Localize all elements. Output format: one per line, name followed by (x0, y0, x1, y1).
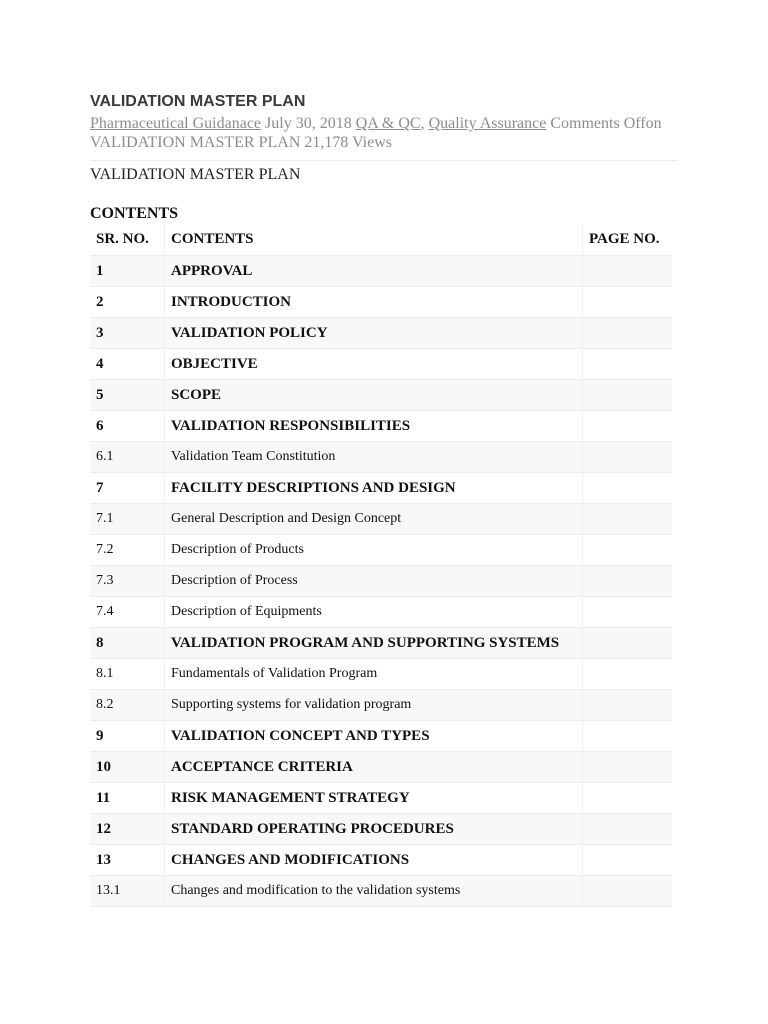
row-contents: Description of Process (165, 566, 583, 597)
table-row (90, 318, 672, 349)
row-page-no (583, 318, 673, 349)
row-page-no (583, 721, 673, 752)
row-sr-no: 7.1 (90, 504, 165, 535)
row-sr-no: 10 (90, 752, 165, 783)
table-row (90, 876, 672, 907)
contents-table (90, 224, 672, 907)
row-sr-no: 13.1 (90, 876, 165, 907)
row-page-no (583, 783, 673, 814)
header-sr-no: SR. NO. (90, 224, 165, 256)
row-page-no (583, 411, 673, 442)
row-contents: FACILITY DESCRIPTIONS AND DESIGN (165, 473, 583, 504)
row-sr-no: 8 (90, 628, 165, 659)
row-sr-no: 7.2 (90, 535, 165, 566)
row-sr-no: 8.1 (90, 659, 165, 690)
row-page-no (583, 876, 673, 907)
page-title: VALIDATION MASTER PLAN (90, 93, 306, 110)
row-page-no (583, 752, 673, 783)
row-sr-no: 7.3 (90, 566, 165, 597)
table-row (90, 721, 672, 752)
row-sr-no: 9 (90, 721, 165, 752)
row-sr-no: 8.2 (90, 690, 165, 721)
table-row (90, 814, 672, 845)
table-row (90, 597, 672, 628)
row-sr-no: 13 (90, 845, 165, 876)
header-contents: CONTENTS (165, 224, 583, 256)
row-sr-no: 3 (90, 318, 165, 349)
row-page-no (583, 442, 673, 473)
row-sr-no: 6 (90, 411, 165, 442)
row-page-no (583, 566, 673, 597)
view-count: 21,178 Views (304, 134, 393, 151)
row-page-no (583, 349, 673, 380)
table-header-row (90, 224, 672, 256)
table-row (90, 380, 672, 411)
row-contents: SCOPE (165, 380, 583, 411)
row-page-no (583, 380, 673, 411)
row-page-no (583, 628, 673, 659)
row-contents: General Description and Design Concept (165, 504, 583, 535)
row-contents: OBJECTIVE (165, 349, 583, 380)
row-contents: Fundamentals of Validation Program (165, 659, 583, 690)
row-sr-no: 1 (90, 256, 165, 287)
row-page-no (583, 597, 673, 628)
table-row (90, 566, 672, 597)
table-row (90, 690, 672, 721)
row-sr-no: 7.4 (90, 597, 165, 628)
table-row (90, 442, 672, 473)
table-row (90, 349, 672, 380)
table-row (90, 752, 672, 783)
row-contents: Supporting systems for validation program (165, 690, 583, 721)
row-contents: Validation Team Constitution (165, 442, 583, 473)
row-contents: Description of Equipments (165, 597, 583, 628)
comments-status: Comments Offon VALIDATION MASTER PLAN (90, 115, 662, 151)
row-page-no (583, 473, 673, 504)
row-page-no (583, 814, 673, 845)
row-sr-no: 4 (90, 349, 165, 380)
row-contents: VALIDATION CONCEPT AND TYPES (165, 721, 583, 752)
table-row (90, 411, 672, 442)
row-page-no (583, 659, 673, 690)
row-contents: CHANGES AND MODIFICATIONS (165, 845, 583, 876)
document-subtitle: VALIDATION MASTER PLAN (90, 166, 301, 183)
row-contents: Description of Products (165, 535, 583, 566)
table-row (90, 256, 672, 287)
row-page-no (583, 845, 673, 876)
row-contents: VALIDATION POLICY (165, 318, 583, 349)
row-contents: STANDARD OPERATING PROCEDURES (165, 814, 583, 845)
row-sr-no: 6.1 (90, 442, 165, 473)
contents-heading: CONTENTS (90, 205, 179, 222)
row-contents: INTRODUCTION (165, 287, 583, 318)
row-contents: APPROVAL (165, 256, 583, 287)
post-date: July 30, 2018 (265, 115, 352, 132)
table-body (90, 256, 672, 907)
table-row (90, 659, 672, 690)
table-row (90, 473, 672, 504)
table-row (90, 628, 672, 659)
row-contents: ACCEPTANCE CRITERIA (165, 752, 583, 783)
table-row (90, 504, 672, 535)
table-row (90, 783, 672, 814)
post-meta (90, 114, 678, 161)
table-row (90, 845, 672, 876)
row-page-no (583, 535, 673, 566)
row-contents: RISK MANAGEMENT STRATEGY (165, 783, 583, 814)
row-sr-no: 7 (90, 473, 165, 504)
row-contents: VALIDATION RESPONSIBILITIES (165, 411, 583, 442)
row-sr-no: 11 (90, 783, 165, 814)
document (90, 92, 678, 907)
row-page-no (583, 690, 673, 721)
category-link-qa-qc[interactable]: QA & QC (355, 115, 421, 132)
author-link[interactable]: Pharmaceutical Guidanace (90, 115, 262, 132)
header-page-no: PAGE NO. (583, 224, 673, 256)
row-page-no (583, 287, 673, 318)
table-row (90, 287, 672, 318)
row-page-no (583, 504, 673, 535)
row-page-no (583, 256, 673, 287)
row-contents: Changes and modification to the validation systems (165, 876, 583, 907)
row-sr-no: 12 (90, 814, 165, 845)
row-contents: VALIDATION PROGRAM AND SUPPORTING SYSTEMS (165, 628, 583, 659)
category-link-quality-assurance[interactable]: Quality Assurance (428, 115, 547, 132)
table-row (90, 535, 672, 566)
row-sr-no: 5 (90, 380, 165, 411)
category-separator: , (420, 115, 425, 132)
row-sr-no: 2 (90, 287, 165, 318)
